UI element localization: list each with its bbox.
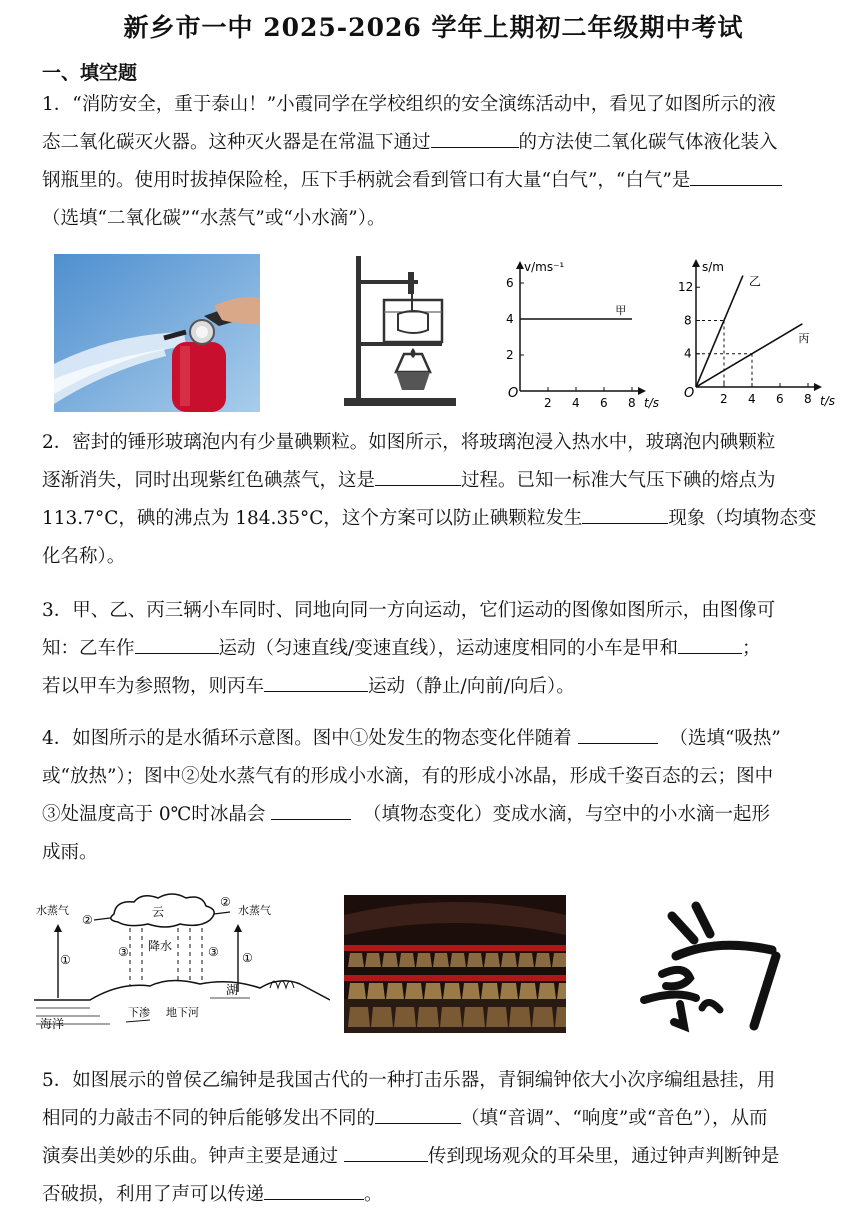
water-cycle-diagram [30, 888, 330, 1038]
fire-extinguisher-photo [54, 254, 260, 412]
bell-shape [518, 953, 534, 967]
q4-text: 4．如图所示的是水循环示意图。图中①处发生的物态变化伴随着 [42, 728, 572, 749]
infiltration-label: 下渗 [128, 1006, 150, 1019]
series-bing-line [696, 324, 802, 387]
y-tick-label: 2 [506, 348, 514, 362]
arrow-up-icon [234, 924, 242, 932]
x-tick-label: 4 [572, 396, 580, 410]
bell-shape [399, 953, 415, 967]
q1-text: 的方法使二氧化碳气体液化装入 [518, 132, 778, 153]
q4-blank-2[interactable] [271, 797, 351, 820]
vapor-right-label: 水蒸气 [238, 904, 271, 917]
bell-shape [365, 953, 381, 967]
q5-blank-3[interactable] [264, 1177, 364, 1200]
bell-shape [405, 983, 423, 999]
question-1 [42, 86, 812, 238]
bell-shape [348, 983, 366, 999]
arrow-line [94, 918, 110, 920]
q1-blank-1[interactable] [431, 125, 519, 148]
series-yi-label: 乙 [748, 274, 761, 289]
bell-shape [481, 983, 499, 999]
q1-line-2 [42, 124, 812, 162]
series-bing-label: 丙 [798, 331, 810, 345]
q4-line-2: 或“放热”）；图中②处水蒸气有的形成小水滴，有的形成小冰晶，形成千姿百态的云；图中 [42, 766, 774, 787]
bell-shape [486, 1007, 508, 1027]
x-tick-label: 2 [544, 396, 552, 410]
q3-text: ； [742, 638, 761, 659]
q1-line-3 [42, 162, 812, 200]
x-tick-label: 6 [776, 392, 784, 406]
section-heading: 一、填空题 [42, 62, 138, 84]
y-axis-arrow-icon [516, 261, 524, 269]
q1-line-4: （选填“二氧化碳”“水蒸气”或“小水滴”）。 [42, 208, 386, 229]
q2-text: 现象（均填物态变 [668, 508, 817, 529]
bell-shape [467, 953, 483, 967]
q3-blank-2[interactable] [678, 631, 742, 654]
question-3 [42, 592, 812, 706]
q4-line-1 [42, 720, 812, 758]
q3-line-1: 3．甲、乙、丙三辆小车同时、同地向同一方向运动，它们运动的图像如图所示，由图像可 [42, 600, 776, 621]
bell-shape [450, 953, 466, 967]
arrow-up-icon [54, 924, 62, 932]
q1-line-1: 1．“消防安全，重于泰山！”小霞同学在学校组织的安全演练活动中，看见了如图所示的液 [42, 94, 776, 115]
marker-1-right: ① [242, 951, 253, 965]
lake-label: 湖 [226, 983, 239, 997]
bell-shape [509, 1007, 531, 1027]
bell-shape [538, 983, 556, 999]
marker-3-right: ③ [208, 945, 219, 959]
origin-label: O [508, 386, 519, 401]
x-axis-arrow-icon [638, 387, 646, 395]
iodine-apparatus-figure [338, 250, 462, 410]
y-tick-label: 4 [684, 346, 692, 361]
underground-river-label: 地下河 [166, 1006, 199, 1019]
q2-line-1: 2．密封的锤形玻璃泡内有少量碘颗粒。如图所示，将玻璃泡浸入热水中，玻璃泡内碘颗粒 [42, 432, 776, 453]
q2-blank-2[interactable] [582, 501, 668, 524]
origin-label: O [684, 386, 695, 401]
bell-shape [462, 983, 480, 999]
bell-shape [386, 983, 404, 999]
q5-text: （填“音调”、“响度”或“音色”），从而 [461, 1108, 768, 1129]
q5-text: 否破损，利用了声可以传递 [42, 1184, 265, 1205]
q4-text: ③处温度高于 0℃时冰晶会 [42, 804, 266, 825]
bell-shape [532, 1007, 554, 1027]
x-tick-label: 2 [720, 392, 728, 406]
land-outline [34, 980, 330, 1000]
bell-shape [424, 983, 442, 999]
q5-text: 相同的力敲击不同的钟后能够发出不同的 [42, 1108, 376, 1129]
vapor-left-label: 水蒸气 [36, 904, 69, 917]
y-axis-label: s/m [702, 260, 724, 274]
q2-text: 113.7°C，碘的沸点为 184.35°C，这个方案可以防止碘颗粒发生 [42, 508, 583, 529]
question-5 [42, 1062, 812, 1214]
q5-text: 演奏出美妙的乐曲。钟声主要是通过 [42, 1146, 339, 1167]
q5-line-2 [42, 1100, 812, 1138]
q2-text: 过程。已知一标准大气压下碘的熔点为 [461, 470, 776, 491]
question-4 [42, 720, 812, 872]
q5-line-4 [42, 1176, 812, 1214]
bell-shape [484, 953, 500, 967]
marker-2-left: ② [82, 913, 93, 927]
marker-3-left: ③ [118, 945, 129, 959]
bell-shape [371, 1007, 393, 1027]
bell-shape [394, 1007, 416, 1027]
q2-text: 逐渐消失，同时出现紫红色碘蒸气，这是 [42, 470, 376, 491]
q2-line-3 [42, 500, 817, 538]
marker-2-right: ② [220, 895, 231, 909]
series-jia-label: 甲 [615, 304, 627, 317]
q4-line-4: 成雨。 [42, 842, 98, 863]
bell-shape [463, 1007, 485, 1027]
y-tick-label: 6 [506, 276, 514, 290]
q1-blank-2[interactable] [690, 163, 782, 186]
bell-shape [501, 953, 517, 967]
q3-blank-3[interactable] [264, 669, 368, 692]
arrow-line [214, 912, 230, 914]
velocity-time-graph [500, 255, 670, 415]
bell-shape [519, 983, 537, 999]
q4-text: （填物态变化）变成水滴，与空中的小水滴一起形 [363, 804, 771, 825]
bell-shape [417, 1007, 439, 1027]
q5-blank-1[interactable] [375, 1101, 461, 1124]
q5-blank-2[interactable] [344, 1139, 428, 1162]
y-tick-label: 4 [506, 312, 514, 326]
bell-shape [443, 983, 461, 999]
rain-label: 降水 [148, 939, 173, 953]
bell-shape [367, 983, 385, 999]
question-2 [42, 424, 817, 576]
q4-line-3 [42, 796, 812, 834]
x-tick-label: 6 [600, 396, 608, 410]
distance-time-graph [676, 255, 846, 415]
q1-text: 钢瓶里的。使用时拔掉保险栓，压下手柄就会看到管口有大量“白气”，“白气”是 [42, 170, 691, 191]
q4-text: （选填“吸热” [669, 728, 781, 749]
x-tick-label: 8 [804, 392, 812, 406]
q2-line-4: 化名称）。 [42, 546, 126, 567]
bell-shape [440, 1007, 462, 1027]
q2-line-2 [42, 462, 812, 500]
exam-title: 新乡市一中 2025-2026 学年上期初二年级期中考试 [123, 13, 744, 42]
bell-shape [348, 1007, 370, 1027]
y-tick-label: 12 [678, 280, 694, 295]
x-axis-arrow-icon [814, 383, 822, 391]
x-axis-label: t/s [820, 394, 835, 408]
q4-blank-1[interactable] [578, 721, 658, 744]
cloud-label: 云 [152, 905, 165, 919]
bell-shape [535, 953, 551, 967]
bell-shape [552, 953, 566, 967]
q3-text: 运动（静止/向前/向后）。 [368, 676, 575, 697]
bell-shape [500, 983, 518, 999]
y-axis-label: v/ms⁻¹ [524, 260, 565, 274]
chime-bells-photo [344, 895, 566, 1033]
y-tick-label: 8 [684, 313, 692, 328]
q3-line-2 [42, 630, 812, 668]
q5-text: 。 [364, 1184, 383, 1205]
q3-text: 若以甲车为参照物，则丙车 [42, 676, 265, 697]
x-axis-label: t/s [644, 396, 659, 410]
bell-shape [416, 953, 432, 967]
x-tick-label: 4 [748, 392, 756, 406]
q5-text: 传到现场观众的耳朵里，通过钟声判断钟是 [427, 1146, 780, 1167]
bell-shape [348, 953, 364, 967]
arrow-line [126, 1020, 150, 1022]
calligraphy-figure [636, 900, 786, 1036]
q2-blank-1[interactable] [375, 463, 461, 486]
q1-text: 态二氧化碳灭火器。这种灭火器是在常温下通过 [42, 132, 431, 153]
q5-line-3 [42, 1138, 812, 1176]
x-tick-label: 8 [628, 396, 636, 410]
q3-text: 知：乙车作 [42, 638, 135, 659]
q5-line-1: 5．如图展示的曾侯乙编钟是我国古代的一种打击乐器，青铜编钟依大小次序编组悬挂，用 [42, 1070, 776, 1091]
y-axis-arrow-icon [692, 259, 700, 267]
q3-text: 运动（匀速直线/变速直线），运动速度相同的小车是甲和 [218, 638, 679, 659]
bell-shape [382, 953, 398, 967]
sea-label: 海洋 [40, 1017, 65, 1031]
marker-1-left: ① [60, 953, 71, 967]
q3-line-3 [42, 668, 812, 706]
q3-blank-1[interactable] [135, 631, 219, 654]
bell-shape [433, 953, 449, 967]
series-yi-line [696, 276, 743, 387]
